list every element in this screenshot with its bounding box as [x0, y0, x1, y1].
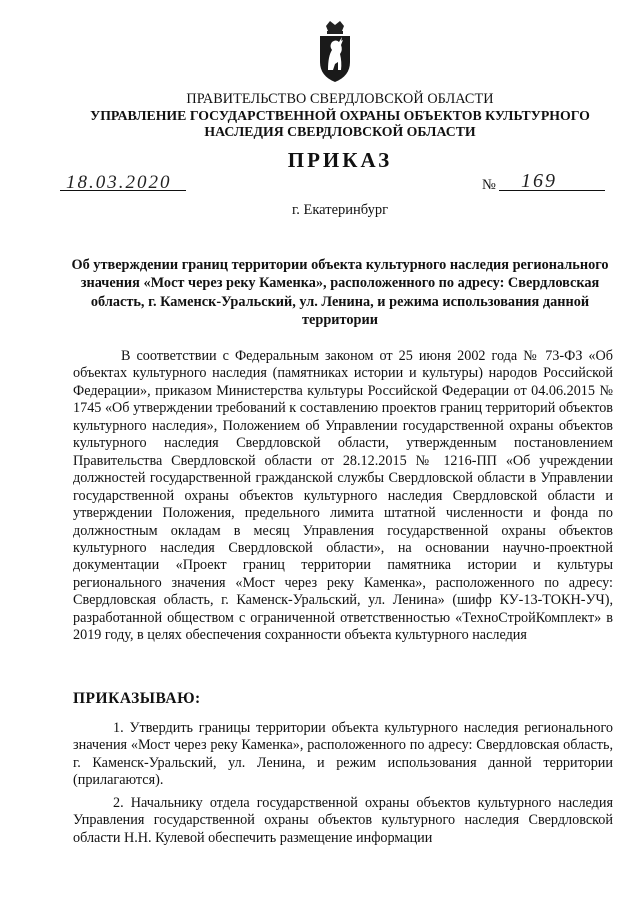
- order-title: Об утверждении границ территории объекта культурного наследия регионального значения «Мост через реку Каменка», расположенного по адресу: Свердловская область, г. Каменск-Уральский, ул. Ленина, и режима использования данной территории: [71, 257, 609, 329]
- preamble-paragraph: В соответствии с Федеральным законом от 25 июня 2002 года № 73-ФЗ «Об объектах культурного наследия (памятниках истории и культуры) народов Российской Федерации», приказом Министерства культуры Российской Федерации от 04.06.2015 № 1745 «Об утверждении требований к составлению проектов границ территорий объектов культурного наследия», Положением об Управлении государственной охраны объектов культурного наследия Свердловской области, утвержденным постановлением Правительства Свердловской области от 28.12.2015 № 1216-ПП «Об учреждении должностей государственной гражданской службы Свердловской области в Управлении государственной охраны объектов культурного наследия Свердловской области и утверждении Положения, предельного лимита штатной численности и фонда по должностным окладам в месяц Управления государственной охраны объектов культурного наследия Свердловской области», на основании научно-проектной документации «Проект границ территории памятника истории и культуры регионального значения «Мост через реку Каменка», расположенного по адресу: Свердловская область, г. Каменск-Уральский, ул. Ленина» (шифр КУ-13-ТОКН-УЧ), разработанной обществом с ограниченной ответственностью «ТехноСтройКомплект» в 2019 году, в целях обеспечения сохранности объекта культурного наследия: [73, 348, 613, 644]
- order-date: 18.03.2020: [66, 172, 172, 193]
- government-name: ПРАВИТЕЛЬСТВО СВЕРДЛОВСКОЙ ОБЛАСТИ: [186, 91, 494, 107]
- date-underline: [60, 190, 186, 191]
- number-underline: [499, 190, 605, 191]
- department-name: УПРАВЛЕНИЕ ГОСУДАРСТВЕННОЙ ОХРАНЫ ОБЪЕКТОВ КУЛЬТУРНОГО НАСЛЕДИЯ СВЕРДЛОВСКОЙ ОБЛАСТИ: [90, 108, 590, 139]
- number-label: №: [482, 177, 496, 193]
- list-item: 2. Начальнику отдела государственной охраны объектов культурного наследия Управления государственной охраны объектов культурного наследия Свердловской области Н.Н. Кулевой обеспечить размещение информации: [73, 795, 613, 846]
- order-word: ПРИКАЗЫВАЮ:: [73, 690, 201, 707]
- list-item: 1. Утвердить границы территории объекта культурного наследия регионального значения «Мост через реку Каменка», расположенного по адресу: Свердловская область, г. Каменск-Уральский, ул. Ленина, и режим использования данной территории (прилагаются).: [73, 720, 613, 789]
- order-number: 169: [521, 170, 557, 192]
- city: г. Екатеринбург: [291, 202, 389, 218]
- coat-of-arms-icon: [316, 20, 354, 84]
- document-type: ПРИКАЗ: [287, 148, 393, 172]
